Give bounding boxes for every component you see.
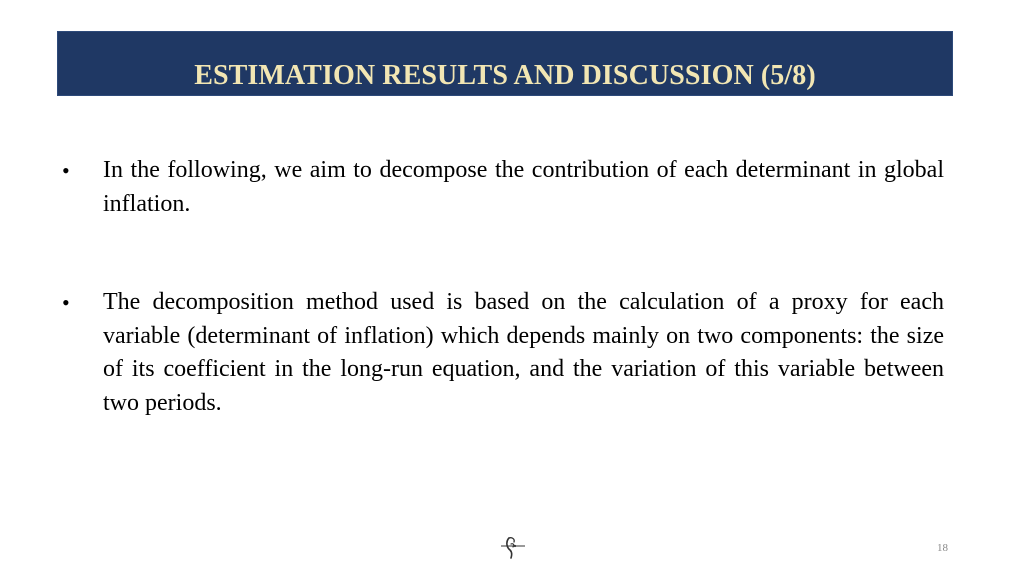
stylized-emblem-icon	[499, 533, 527, 561]
bullet-list	[62, 154, 944, 420]
page-number: 18	[937, 542, 948, 554]
bullet-item	[62, 154, 944, 221]
slide-title: ESTIMATION RESULTS AND DISCUSSION (5/8)	[194, 60, 816, 91]
bullet-marker: •	[62, 290, 70, 315]
bullet-text: In the following, we aim to decompose the contribution of each determinant in global inflation.	[103, 157, 944, 217]
bullet-item	[62, 286, 944, 420]
bullet-text: The decomposition method used is based on the calculation of a proxy for each variable (determinant of inflation) which depends mainly on two components: the size of its coefficient in the long-run equation, and the variation of this variable between two periods.	[103, 289, 944, 416]
slide-title-banner	[57, 31, 953, 96]
bullet-marker: •	[62, 158, 70, 183]
